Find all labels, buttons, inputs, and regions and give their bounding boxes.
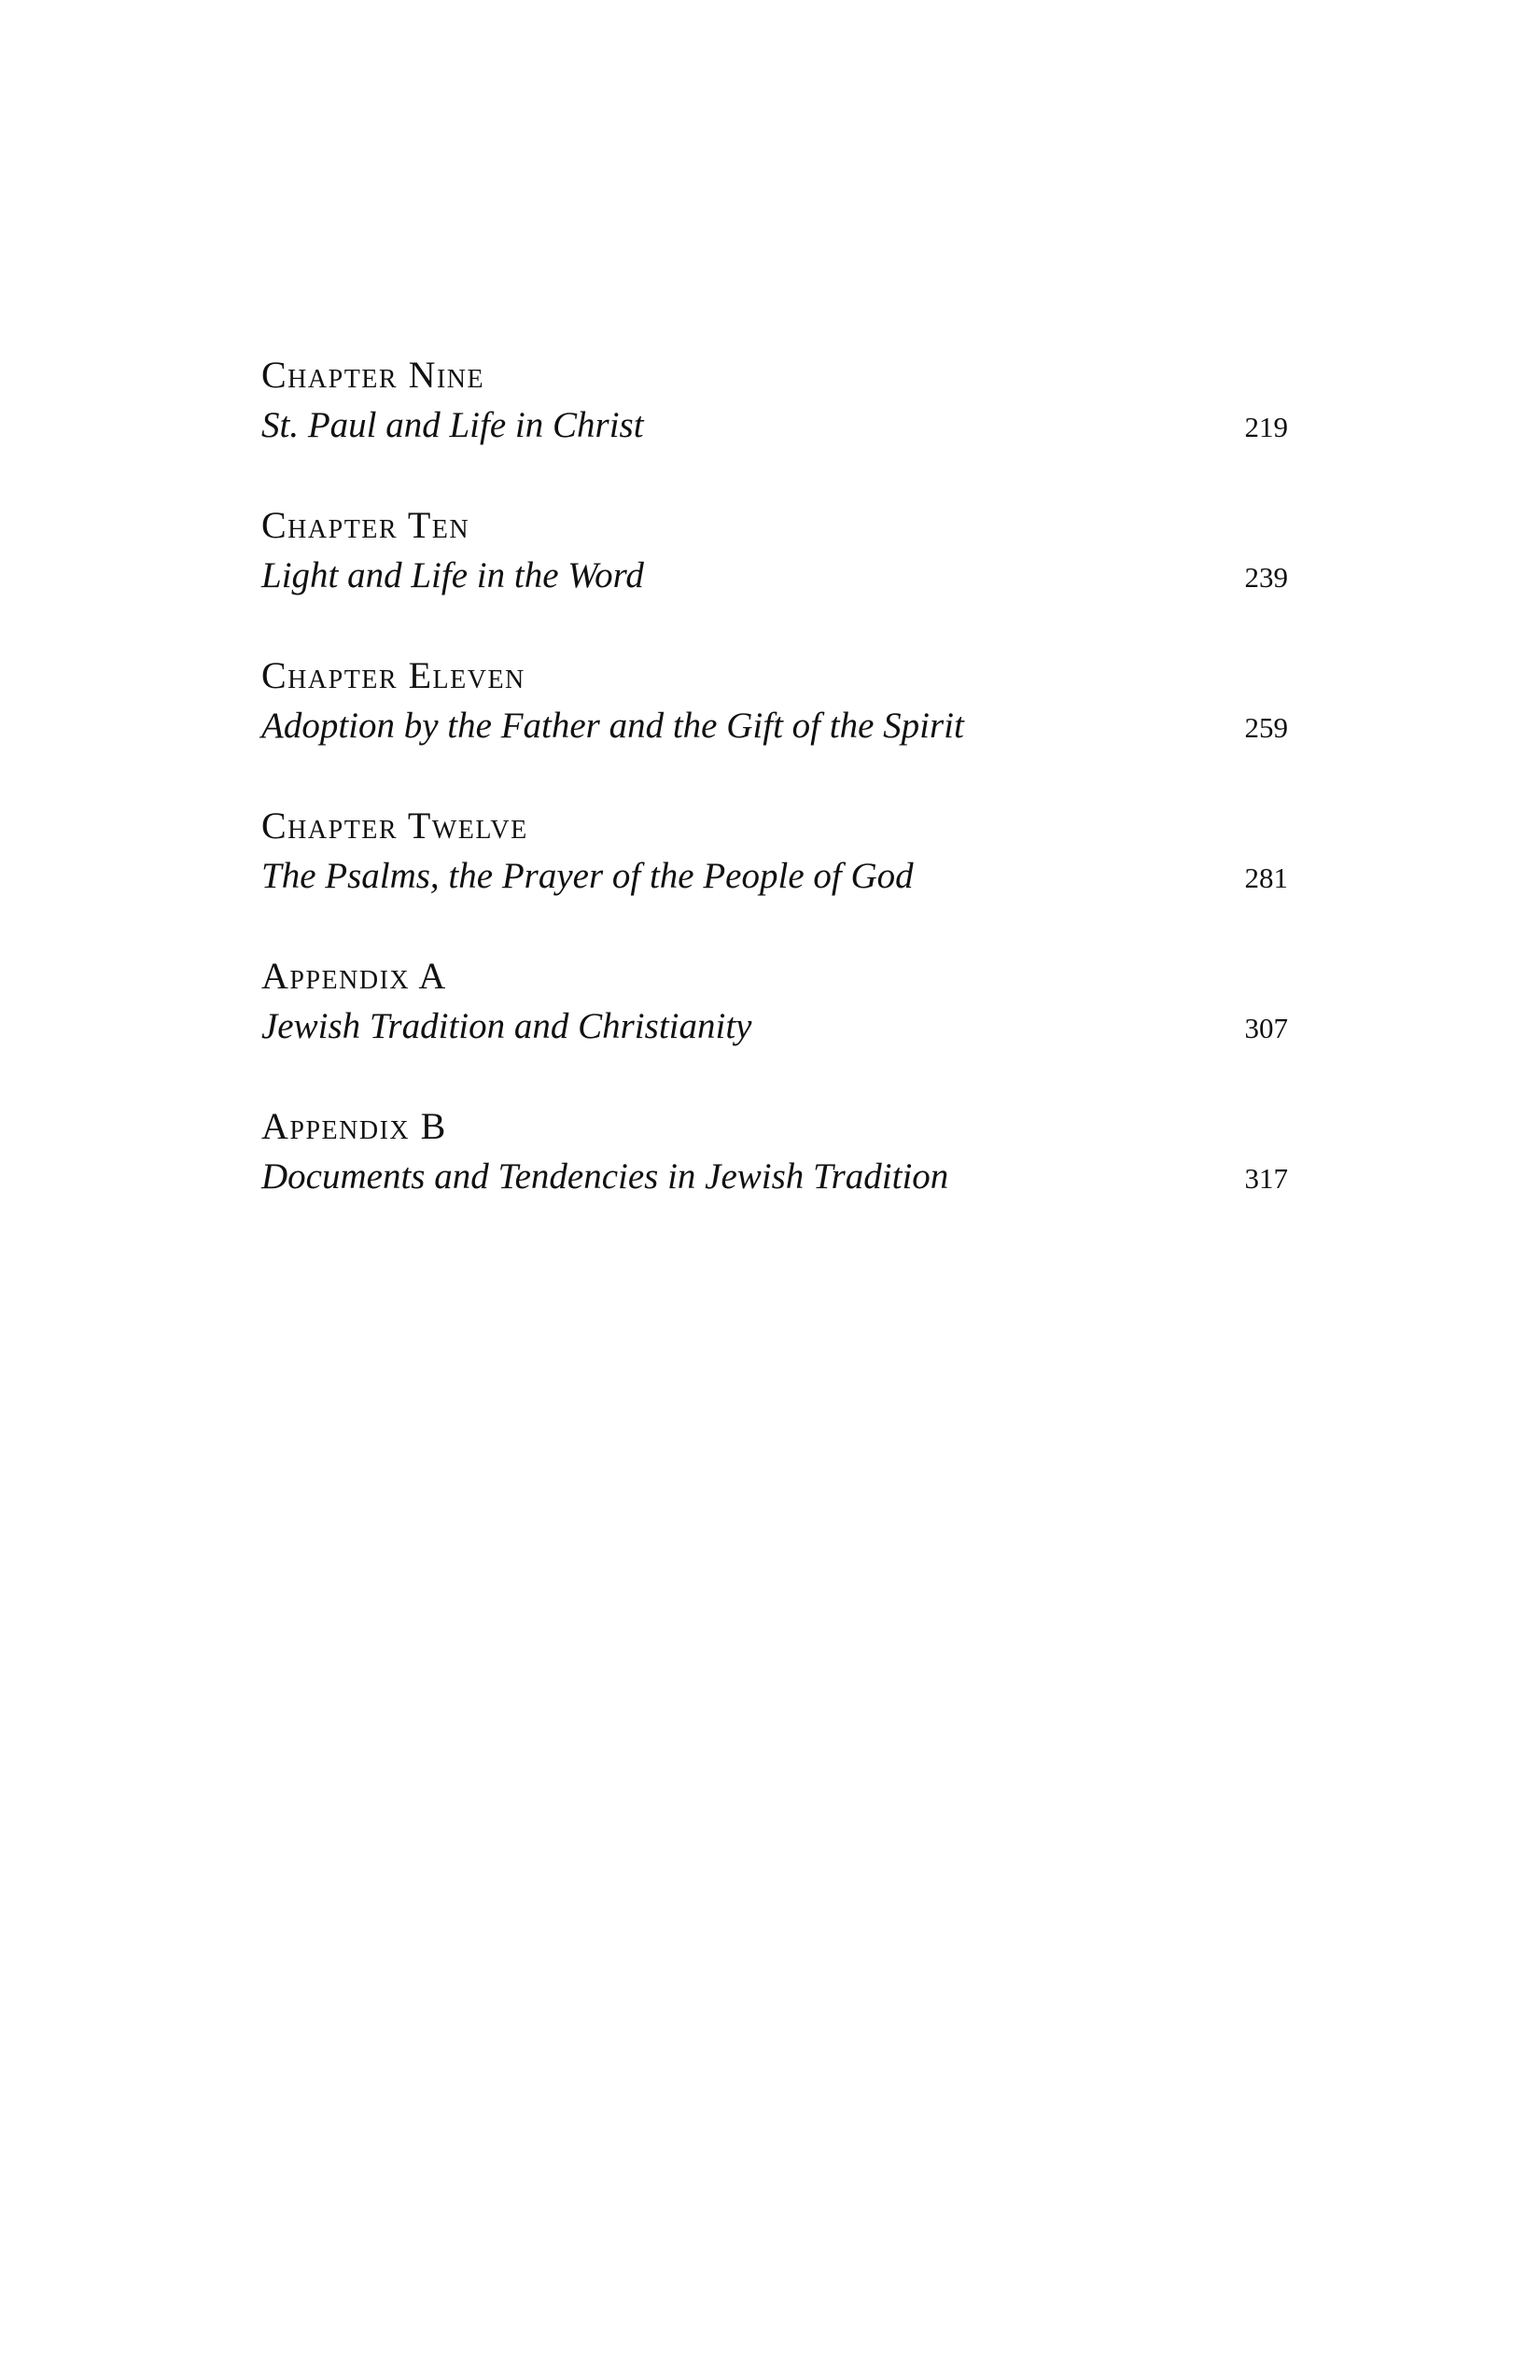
toc-title: The Psalms, the Prayer of the People of God: [261, 856, 914, 896]
toc-entry: [261, 651, 1288, 801]
toc-line: [261, 701, 1288, 751]
toc-heading: Chapter Nine: [261, 354, 485, 396]
toc-heading: Chapter Eleven: [261, 654, 525, 696]
toc-heading: Chapter Ten: [261, 504, 470, 546]
toc-title: Light and Life in the Word: [261, 555, 644, 595]
toc-page-number: 307: [1244, 1012, 1288, 1044]
toc-page-number: 259: [1244, 711, 1288, 744]
toc-entry: [261, 350, 1288, 500]
toc-entry: [261, 500, 1288, 651]
toc-page-number: 239: [1244, 561, 1288, 594]
toc-title: Jewish Tradition and Christianity: [261, 1006, 752, 1046]
toc-title: St. Paul and Life in Christ: [261, 405, 644, 445]
toc-heading: Appendix A: [261, 955, 447, 997]
toc-title: Adoption by the Father and the Gift of the Spirit: [261, 706, 964, 746]
toc-title: Documents and Tendencies in Jewish Tradition: [261, 1156, 949, 1197]
toc-line: [261, 1001, 1288, 1052]
table-of-contents: [261, 350, 1288, 1252]
toc-page-number: 317: [1244, 1162, 1288, 1195]
toc-line: [261, 1152, 1288, 1202]
toc-heading: Chapter Twelve: [261, 805, 528, 847]
toc-heading: Appendix B: [261, 1105, 447, 1147]
toc-line: [261, 851, 1288, 902]
toc-page-number: 281: [1244, 861, 1288, 894]
toc-entry: [261, 801, 1288, 951]
toc-entry: [261, 951, 1288, 1101]
toc-line: [261, 400, 1288, 451]
toc-line: [261, 551, 1288, 601]
toc-page-number: 219: [1244, 411, 1288, 443]
toc-entry: [261, 1101, 1288, 1252]
